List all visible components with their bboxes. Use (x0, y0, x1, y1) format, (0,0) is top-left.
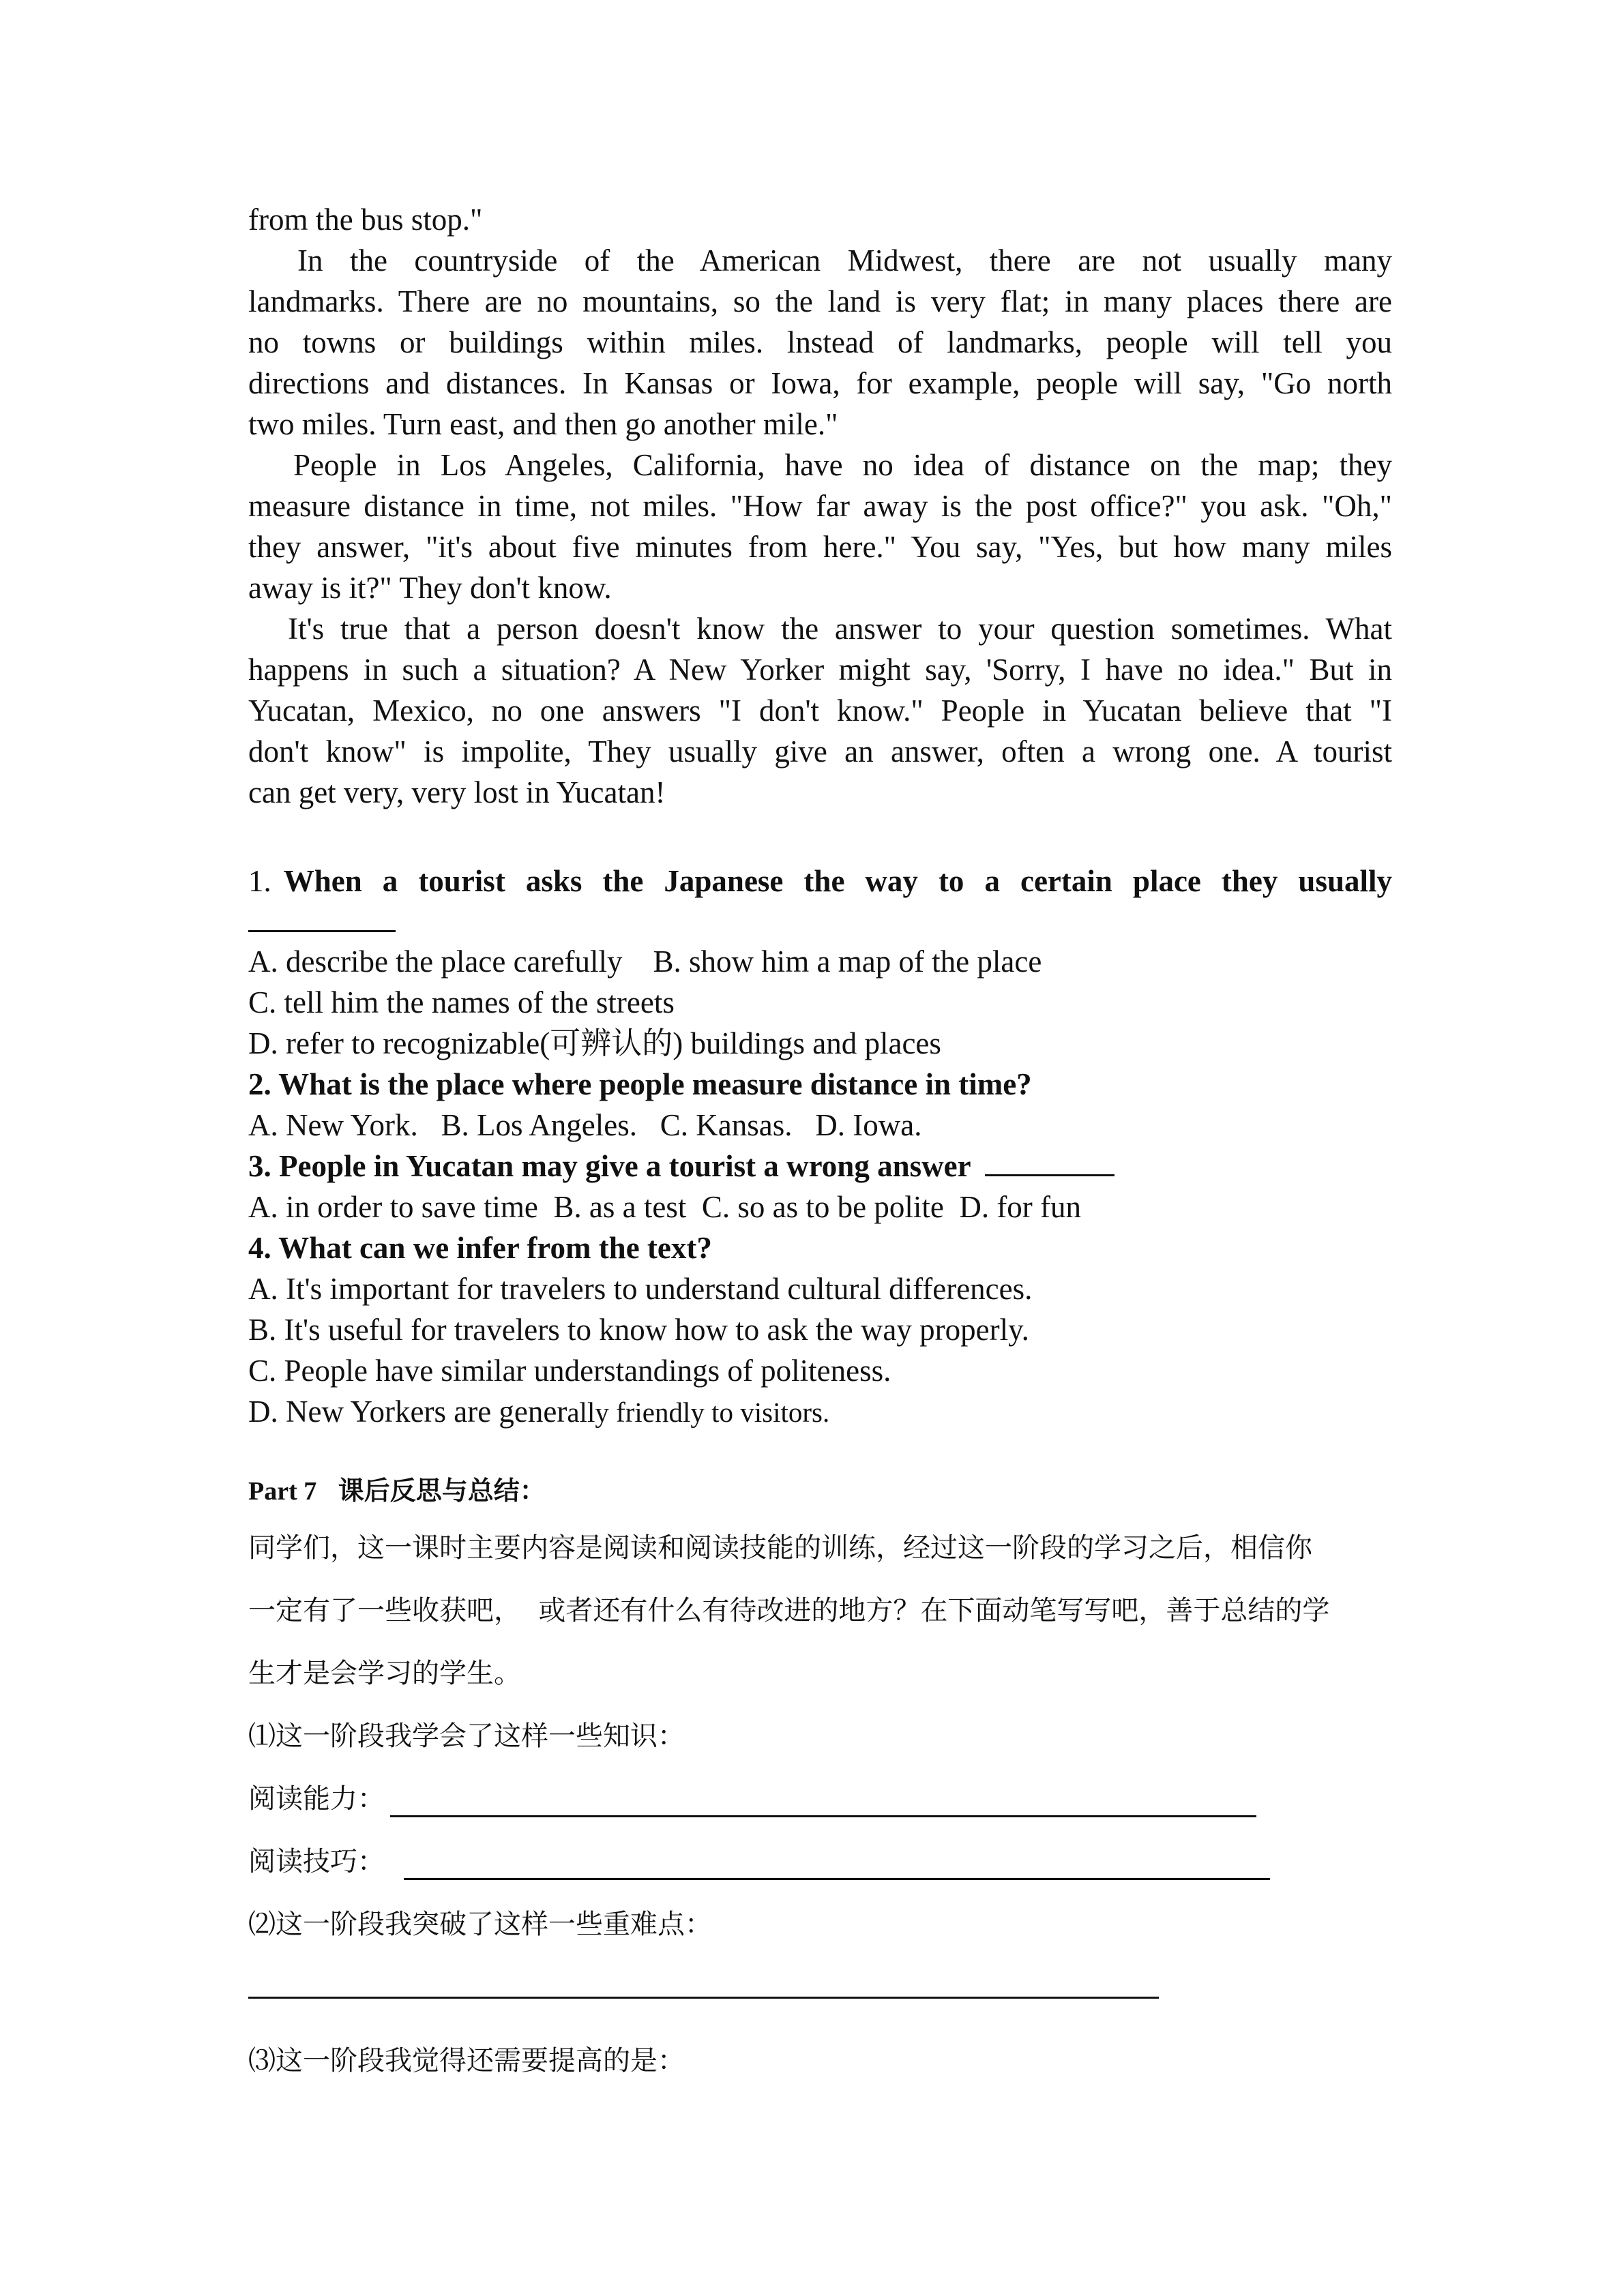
passage-line: two miles. Turn east, and then go another mile." (248, 407, 838, 441)
option-line: A. It's important for travelers to understand cultural differences. (248, 1272, 1033, 1306)
option-text: ally friendly to visitors. (567, 1397, 830, 1428)
question-2-stem: 2. What is the place where people measure distance in time? (248, 1067, 1032, 1101)
intro-line: 一定有了一些收获吧， 或者还有什么有待改进的地方？在下面动笔写写吧，善于总结的学 (248, 1595, 1330, 1626)
part-label: Part 7 (248, 1477, 317, 1506)
passage-line: directions and distances. In Kansas or Iowa, for example, people will say, "Go north (248, 366, 1392, 400)
passage-line: measure distance in time, not miles. "How far away is the post office?" you ask. "Oh," (248, 489, 1392, 523)
question-number: 1. (248, 864, 271, 898)
question-4-stem: 4. What can we infer from the text? (248, 1231, 712, 1265)
reading-skills-label: 阅读技巧： (248, 1846, 385, 1877)
option-text: D. New Yorkers are gener (248, 1395, 567, 1429)
option-line: C. tell him the names of the streets (248, 985, 675, 1019)
option-line: C. People have similar understandings of politeness. (248, 1354, 891, 1388)
answer-blank (248, 930, 396, 932)
passage-line: no towns or buildings within miles. lnstead of landmarks, people will tell you (248, 325, 1392, 359)
option-line: D. refer to recognizable(可辨认的) buildings and places (248, 1026, 941, 1060)
part-title: 课后反思与总结： (338, 1476, 546, 1506)
passage-line: don't know" is impolite, They usually give an answer, often a wrong one. A tourist (248, 734, 1392, 769)
reflection-item-2: ⑵这一阶段我突破了这样一些重难点： (248, 1909, 712, 1940)
answer-line[interactable] (390, 1815, 1256, 1817)
passage-line: happens in such a situation? A New Yorker might say, 'Sorry, I have no idea." But in (248, 653, 1392, 687)
option-line: A. New York. B. Los Angeles. C. Kansas. D. Iowa. (248, 1108, 922, 1142)
passage-line: landmarks. There are no mountains, so the land is very flat; in many places there are (248, 284, 1392, 318)
reflection-item-3: ⑶这一阶段我觉得还需要提高的是： (248, 2045, 685, 2076)
intro-line: 同学们，这一课时主要内容是阅读和阅读技能的训练，经过这一阶段的学习之后，相信你 (248, 1532, 1312, 1564)
answer-blank (985, 1147, 1114, 1176)
passage-line: they answer, "it's about five minutes from here." You say, "Yes, but how many miles (248, 530, 1392, 564)
passage-line: from the bus stop." (248, 203, 483, 237)
question-3-stem (248, 1146, 1392, 1187)
option-line: B. It's useful for travelers to know how to ask the way properly. (248, 1313, 1029, 1347)
reflection-item-1: ⑴这一阶段我学会了这样一些知识： (248, 1720, 685, 1752)
part7-heading (248, 1470, 1392, 1512)
passage-line: can get very, very lost in Yucatan! (248, 775, 666, 809)
answer-line[interactable] (248, 1997, 1159, 1999)
option-line (248, 1391, 1392, 1433)
question-text: 3. People in Yucatan may give a tourist a wrong answer (248, 1149, 971, 1183)
reading-ability-label: 阅读能力： (248, 1783, 385, 1815)
option-line: A. in order to save time B. as a test C. so as to be polite D. for fun (248, 1190, 1082, 1224)
question-1-stem (248, 861, 1392, 901)
intro-line: 生才是会学习的学生。 (248, 1658, 521, 1689)
option-line: A. describe the place carefully B. show him a map of the place (248, 944, 1042, 979)
passage-line: It's true that a person doesn't know the answer to your question sometimes. What (288, 612, 1392, 646)
passage-line: Yucatan, Mexico, no one answers "I don't know." People in Yucatan believe that "I (248, 694, 1392, 728)
question-text: When a tourist asks the Japanese the way to a certain place they usually (283, 864, 1392, 898)
passage-line: In the countryside of the American Midwest, there are not usually many (297, 243, 1392, 278)
passage-line: away is it?" They don't know. (248, 571, 612, 605)
passage-line: People in Los Angeles, California, have no idea of distance on the map; they (293, 448, 1392, 482)
answer-line[interactable] (404, 1878, 1270, 1880)
